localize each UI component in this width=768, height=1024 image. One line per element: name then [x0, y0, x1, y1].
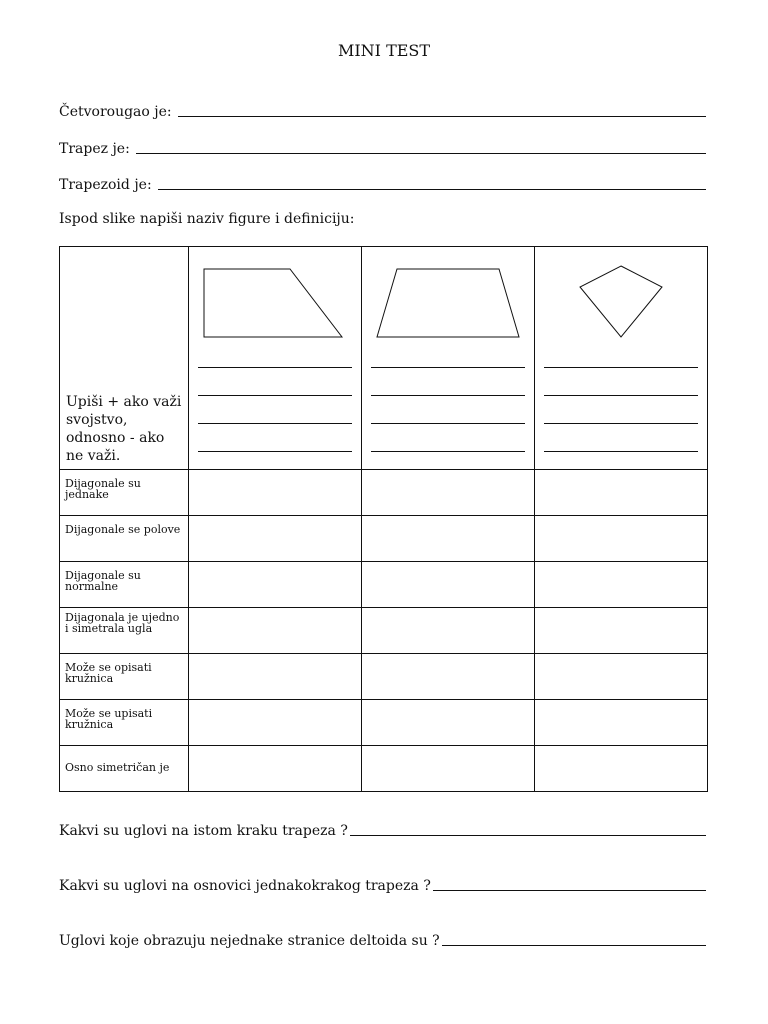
property-label: Dijagonala je ujedno i simetrala ugla: [65, 611, 180, 635]
definition-trapezoid-general: [59, 177, 706, 193]
definition-label: Trapezoid je:: [59, 177, 152, 193]
table-row: [60, 700, 708, 746]
answer-line[interactable]: [136, 152, 706, 154]
answer-cell[interactable]: [189, 470, 362, 516]
answer-line[interactable]: [198, 451, 352, 452]
question-label: Kakvi su uglovi na osnovici jednakokrakog trapeza ?: [59, 878, 431, 894]
page-title: MINI TEST: [337, 41, 431, 60]
definition-quadrilateral: [59, 104, 706, 120]
property-label: Osno simetričan je: [65, 761, 170, 774]
table-row: [60, 562, 708, 608]
properties-table: [59, 246, 708, 792]
table-row: [60, 654, 708, 700]
answer-cell[interactable]: [189, 746, 362, 792]
question-label: Uglovi koje obrazuju nejednake stranice deltoida su ?: [59, 933, 440, 949]
answer-line[interactable]: [371, 423, 525, 424]
table-row: [60, 516, 708, 562]
shape-cell-1: [189, 247, 362, 470]
answer-cell[interactable]: [189, 700, 362, 746]
table-row: [60, 746, 708, 792]
definition-trapezoid: [59, 141, 706, 157]
table-row: [60, 470, 708, 516]
header-hint-cell: [60, 247, 189, 470]
answer-line[interactable]: [371, 451, 525, 452]
right-trapezoid-figure: [200, 265, 350, 345]
answer-line[interactable]: [198, 367, 352, 368]
header-hint: Upiši + ako važi svojstvo, odnosno - ako ne važi.: [66, 394, 182, 464]
answer-line[interactable]: [158, 188, 706, 190]
answer-cell[interactable]: [189, 608, 362, 654]
answer-cell[interactable]: [362, 746, 535, 792]
answer-line[interactable]: [198, 395, 352, 396]
answer-cell[interactable]: [535, 746, 708, 792]
answer-line[interactable]: [544, 423, 698, 424]
isosceles-trapezoid-figure: [373, 265, 523, 345]
question-label: Kakvi su uglovi na istom kraku trapeza ?: [59, 823, 348, 839]
property-label: Može se opisati kružnica: [65, 661, 152, 685]
table-row: [60, 608, 708, 654]
answer-cell[interactable]: [535, 562, 708, 608]
answer-line[interactable]: [544, 367, 698, 368]
answer-cell[interactable]: [362, 562, 535, 608]
property-label: Može se upisati kružnica: [65, 707, 153, 731]
answer-line[interactable]: [371, 367, 525, 368]
question-kite-angles: [59, 933, 706, 949]
answer-cell[interactable]: [362, 608, 535, 654]
property-label: Dijagonale su jednake: [65, 477, 141, 501]
answer-cell[interactable]: [535, 516, 708, 562]
answer-line[interactable]: [433, 889, 706, 891]
shape-cell-2: [362, 247, 535, 470]
answer-cell[interactable]: [362, 470, 535, 516]
kite-figure: [546, 265, 696, 345]
question-base-angles: [59, 878, 706, 894]
answer-cell[interactable]: [535, 700, 708, 746]
question-same-leg-angles: [59, 823, 706, 839]
answer-line[interactable]: [371, 395, 525, 396]
answer-line[interactable]: [178, 115, 706, 117]
table-header-row: [60, 247, 708, 470]
definition-label: Četvorougao je:: [59, 104, 172, 120]
property-label: Dijagonale se polove: [65, 523, 181, 536]
definition-label: Trapez je:: [59, 141, 130, 157]
answer-line[interactable]: [544, 451, 698, 452]
shape-cell-3: [535, 247, 708, 470]
answer-cell[interactable]: [535, 608, 708, 654]
answer-line[interactable]: [350, 834, 706, 836]
answer-cell[interactable]: [362, 654, 535, 700]
answer-cell[interactable]: [189, 654, 362, 700]
answer-cell[interactable]: [189, 562, 362, 608]
answer-cell[interactable]: [362, 516, 535, 562]
answer-cell[interactable]: [189, 516, 362, 562]
answer-line[interactable]: [442, 944, 706, 946]
answer-cell[interactable]: [535, 654, 708, 700]
property-label: Dijagonale su normalne: [65, 569, 141, 593]
answer-cell[interactable]: [362, 700, 535, 746]
instruction: Ispod slike napiši naziv figure i definiciju:: [59, 211, 355, 227]
answer-cell[interactable]: [535, 470, 708, 516]
answer-line[interactable]: [198, 423, 352, 424]
answer-line[interactable]: [544, 395, 698, 396]
